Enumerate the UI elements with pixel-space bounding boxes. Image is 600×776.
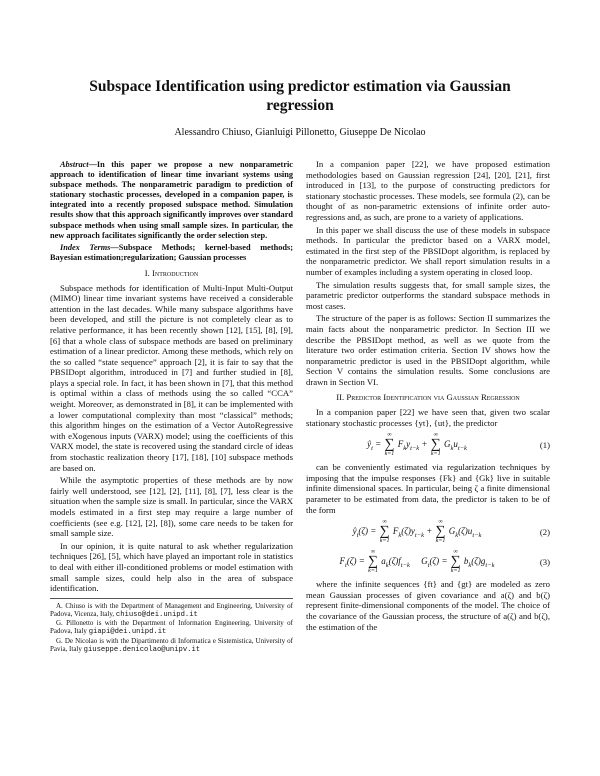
paper-authors: Alessandro Chiuso, Gianluigi Pillonetto, Giuseppe De Nicolao (174, 127, 426, 138)
intro-paragraph-3: In our opinion, it is quite natural to ask whether regularization techniques [26], [5], which have played an important role in statistics to deal with either ill-conditioned problems or model estimation with small sample sizes, could help also in the area of subspace identification. (50, 540, 293, 594)
section-heading-predictor: II. Predictor Identification via Gaussian Regression (336, 392, 520, 403)
equation-2: $ŷ_t(\zeta)$ = ∞ ∑ k=1 $F_k(\zeta)y_{t-k}$ + ∞ ∑ k=1 $G_k(\zeta)u_{t-k}$ (2) (352, 519, 550, 545)
equation-number: (1) (539, 439, 550, 450)
abstract: Abstract—In this paper we propose a new nonparametric approach to identification of linear time invariant systems using subspace methods. The nonparametric paradigm to prediction of stationary stochastic processes, developed in a companion paper, is integrated into a recently proposed subspace method. Simulation results show that this approach significantly improves over standard subspace methods when using small sample sizes. In particular, the new approach facilitates significantly the order selection step. (50, 160, 293, 240)
email-link[interactable]: giuseppe.denicolao@unipv.it (83, 645, 201, 654)
index-terms-label: Index Terms (60, 242, 111, 252)
equation-3: $F_t(\zeta)$ = ∞ ∑ k=1 $a_k(\zeta)f_{t-k}$ $G_t(\zeta)$ = ∞ ∑ k=1 $b_k(\zeta)g_{t-k}$ (3) (339, 549, 550, 575)
sec2-paragraph-3: where the infinite sequences {ft} and {gt} are modeled as zero mean Gaussian processes of given covariance and a(ζ) and b(ζ) represent finite-dimensional components of the model. The choice of the covariance of the Gaussian process, the structure of a(ζ) and b(ζ), the estimation of the (306, 579, 550, 632)
email-link[interactable]: giapi@dei.unipd.it (88, 628, 167, 637)
equation-number: (3) (539, 556, 550, 567)
footnotes (50, 598, 293, 654)
equation-1: $ŷ_t$ = ∞ ∑ k=1 $F_ky_{t-k}$ + ∞ ∑ k=1 $G_ku_{t-k}$ (1) (367, 432, 550, 458)
left-column (50, 160, 293, 654)
email-link[interactable]: chiuso@dei.unipd.it (115, 610, 198, 619)
abstract-label: Abstract (60, 160, 89, 169)
right-paragraph-2: In this paper we shall discuss the use of these models in subspace methods. In particular the predictor based on a VARX model, estimated in the first step of the PBSIDopt algorithm, is replaced by the nonparametric predictor. We shall report simulation results in a number of examples including a system operating in closed loop. (306, 224, 550, 277)
index-terms-text: Subspace Methods; kernel-based methods; Bayesian estimation;regularization; Gaussian processes (50, 242, 293, 262)
section-heading-introduction: I. Introduction (144, 267, 199, 278)
footnote: G. De Nicolao is with the Dipartimento di Informatica e Sistemistica, University of Pavia, Italy giuseppe.denicolao@unipv.it (50, 636, 293, 654)
intro-paragraph-2: While the asymptotic properties of these methods are by now fairly well understood, see [12], [2], [11], [8], [7], less clear is the situation when the sample size is small. In particular, since the VARX models estimated in a first step may require a large number of coefficients (see e.g. [12], [2], [8]), some care needs to be taken for small sample size. (50, 475, 293, 539)
sec2-paragraph-2: can be conveniently estimated via regularization techniques by imposing that the impulse responses {Fk} and {Gk} live in suitable infinite dimensional spaces. In particular, being ζ a finite dimensional parameter to be estimated from data, the predictor is taken to be of the form (306, 462, 550, 515)
intro-paragraph-1: Subspace methods for identification of Multi-Input Multi-Output (MIMO) linear time invariant systems have received a considerable attention in the last decades. While many subspace algorithms have been developed, and still the picture is not completely clear as to relative performance, it has been recently shown [12], [15], [8], [9], [6] that a whole class of subspace methods are based on preliminary estimation of a linear predictor. Among these methods, which rely on the so called “state sequence” approach [2], it is fair to say that the PBSIDopt algorithm, introduced in [7] and further studied in [8], plays a special role. In fact, it has been shown in [7], that this method is optimal within a class of methods using the so called “CCA” weight. Moreover, as demonstrated in [8], it can be implemented with a lower computational complexity than most “classical” methods; this algorithm hinges on the estimation of a Vector AutoRegressive with eXogenous inputs (VARX) model; using the coefficients of this VARX model, the state is recovered using the standard circle of ideas from stochastic realization theory [17], [18], [10] subspace methods are based on. (50, 282, 293, 473)
right-paragraph-1: In a companion paper [22], we have proposed estimation methodologies based on Gaussian regression [24], [20], [21], first introduced in [13], to the purpose of constructing predictors for stationary stochastic processes. These models, see formula (2), can be thought of as non-parametric extensions of infinite order auto-regressions and, as such, are prone to a variety of applications. (306, 159, 550, 222)
right-column (306, 159, 550, 634)
right-paragraph-3: The simulation results suggests that, for small sample sizes, the parametric predictor outperforms the standard subspace methods in most cases. (306, 279, 550, 311)
abstract-text: In this paper we propose a new nonparametric approach to identification of linear time invariant systems using subspace methods. The nonparametric paradigm to prediction of stationary stochastic processes, developed in a companion paper, is integrated into a recently proposed subspace method. Simulation results show that this approach significantly improves over standard subspace methods when using small sample sizes. In particular, the new approach facilitates significantly the order selection step. (50, 160, 293, 240)
index-terms: Index Terms—Subspace Methods; kernel-based methods; Bayesian estimation;regularization; Gaussian processes (50, 242, 293, 262)
equation-number: (2) (539, 526, 550, 537)
right-paragraph-4: The structure of the paper is as follows: Section II summarizes the main facts about the nonparametric predictor. In Section III we describe the PBSIDopt method, as well as we quote from the literature two order estimation criteria. Section IV shows how the nonparametric predictor is used in the PBSIDopt algorithm, while Section V contains the simulation results. Some conclusions are drawn in Section VI. (306, 313, 550, 387)
sec2-paragraph-1: In a companion paper [22] we have seen that, given two scalar stationary stochastic processes {yt}, {ut}, the predictor (306, 407, 550, 428)
footnote: A. Chiuso is with the Department of Management and Engineering, University of Padova, Vicenza, Italy, chiuso@dei.unipd.it (50, 601, 293, 619)
footnote: G. Pillonetto is with the Department of Information Engineering, University of Padova, Italy giapi@dei.unipd.it (50, 619, 293, 637)
paper-title: Subspace Identification using predictor estimation via Gaussian regression (89, 78, 511, 114)
